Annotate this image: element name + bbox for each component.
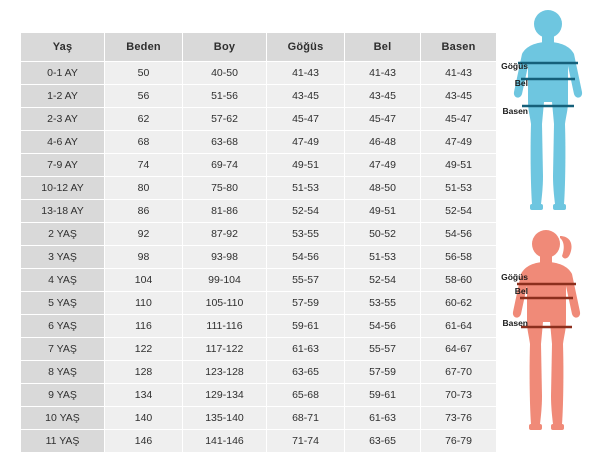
cell-bel: 48-50: [345, 177, 421, 200]
cell-beden: 56: [105, 85, 183, 108]
cell-beden: 98: [105, 246, 183, 269]
cell-boy: 123-128: [183, 361, 267, 384]
cell-basen: 76-79: [421, 430, 497, 453]
cell-boy: 57-62: [183, 108, 267, 131]
cell-gogus: 45-47: [267, 108, 345, 131]
cell-beden: 110: [105, 292, 183, 315]
cell-yas: 8 YAŞ: [21, 361, 105, 384]
cell-gogus: 52-54: [267, 200, 345, 223]
cell-gogus: 43-45: [267, 85, 345, 108]
size-table-container: [20, 32, 496, 453]
cell-beden: 116: [105, 315, 183, 338]
cell-beden: 74: [105, 154, 183, 177]
cell-bel: 46-48: [345, 131, 421, 154]
column-header-gogus: Göğüs: [267, 33, 345, 62]
cell-basen: 64-67: [421, 338, 497, 361]
column-header-yas: Yaş: [21, 33, 105, 62]
cell-gogus: 63-65: [267, 361, 345, 384]
cell-bel: 43-45: [345, 85, 421, 108]
cell-beden: 104: [105, 269, 183, 292]
cell-yas: 5 YAŞ: [21, 292, 105, 315]
cell-boy: 63-68: [183, 131, 267, 154]
cell-yas: 13-18 AY: [21, 200, 105, 223]
cell-basen: 58-60: [421, 269, 497, 292]
boy-figure-panel: [496, 6, 600, 218]
table-row: [21, 338, 497, 361]
cell-boy: 111-116: [183, 315, 267, 338]
boy-label-basen: Basen: [502, 106, 528, 116]
cell-basen: 70-73: [421, 384, 497, 407]
cell-boy: 141-146: [183, 430, 267, 453]
cell-boy: 117-122: [183, 338, 267, 361]
cell-bel: 63-65: [345, 430, 421, 453]
table-row: [21, 269, 497, 292]
cell-gogus: 47-49: [267, 131, 345, 154]
cell-gogus: 51-53: [267, 177, 345, 200]
cell-bel: 53-55: [345, 292, 421, 315]
table-row: [21, 62, 497, 85]
cell-gogus: 49-51: [267, 154, 345, 177]
cell-gogus: 55-57: [267, 269, 345, 292]
cell-bel: 41-43: [345, 62, 421, 85]
cell-yas: 10-12 AY: [21, 177, 105, 200]
girl-label-basen: Basen: [502, 318, 528, 328]
cell-boy: 135-140: [183, 407, 267, 430]
cell-bel: 55-57: [345, 338, 421, 361]
girl-figure-panel: [496, 226, 600, 438]
cell-beden: 92: [105, 223, 183, 246]
table-row: [21, 384, 497, 407]
cell-gogus: 57-59: [267, 292, 345, 315]
cell-basen: 54-56: [421, 223, 497, 246]
table-row: [21, 85, 497, 108]
column-header-basen: Basen: [421, 33, 497, 62]
cell-yas: 4 YAŞ: [21, 269, 105, 292]
table-row: [21, 430, 497, 453]
cell-gogus: 53-55: [267, 223, 345, 246]
cell-gogus: 41-43: [267, 62, 345, 85]
table-row: [21, 200, 497, 223]
table-header-row: [21, 33, 497, 62]
cell-basen: 73-76: [421, 407, 497, 430]
cell-boy: 40-50: [183, 62, 267, 85]
cell-gogus: 65-68: [267, 384, 345, 407]
cell-yas: 0-1 AY: [21, 62, 105, 85]
table-row: [21, 223, 497, 246]
cell-bel: 47-49: [345, 154, 421, 177]
size-table: [20, 32, 497, 453]
cell-yas: 6 YAŞ: [21, 315, 105, 338]
cell-boy: 87-92: [183, 223, 267, 246]
cell-basen: 41-43: [421, 62, 497, 85]
cell-gogus: 59-61: [267, 315, 345, 338]
cell-beden: 86: [105, 200, 183, 223]
cell-beden: 140: [105, 407, 183, 430]
cell-beden: 80: [105, 177, 183, 200]
cell-bel: 54-56: [345, 315, 421, 338]
cell-bel: 52-54: [345, 269, 421, 292]
column-header-boy: Boy: [183, 33, 267, 62]
table-row: [21, 315, 497, 338]
cell-bel: 51-53: [345, 246, 421, 269]
table-row: [21, 361, 497, 384]
cell-basen: 60-62: [421, 292, 497, 315]
girl-body-front-icon: [496, 226, 600, 438]
cell-yas: 3 YAŞ: [21, 246, 105, 269]
column-header-beden: Beden: [105, 33, 183, 62]
cell-yas: 7-9 AY: [21, 154, 105, 177]
cell-boy: 69-74: [183, 154, 267, 177]
cell-beden: 146: [105, 430, 183, 453]
cell-boy: 75-80: [183, 177, 267, 200]
cell-boy: 81-86: [183, 200, 267, 223]
cell-basen: 56-58: [421, 246, 497, 269]
cell-bel: 50-52: [345, 223, 421, 246]
boy-label-gogus: Göğüs: [501, 61, 528, 71]
cell-basen: 52-54: [421, 200, 497, 223]
cell-boy: 93-98: [183, 246, 267, 269]
cell-basen: 49-51: [421, 154, 497, 177]
cell-basen: 47-49: [421, 131, 497, 154]
cell-yas: 9 YAŞ: [21, 384, 105, 407]
table-row: [21, 177, 497, 200]
cell-basen: 45-47: [421, 108, 497, 131]
cell-bel: 49-51: [345, 200, 421, 223]
cell-beden: 50: [105, 62, 183, 85]
cell-beden: 128: [105, 361, 183, 384]
table-row: [21, 154, 497, 177]
cell-beden: 134: [105, 384, 183, 407]
cell-basen: 61-64: [421, 315, 497, 338]
cell-bel: 57-59: [345, 361, 421, 384]
cell-yas: 11 YAŞ: [21, 430, 105, 453]
cell-boy: 105-110: [183, 292, 267, 315]
cell-beden: 68: [105, 131, 183, 154]
cell-basen: 67-70: [421, 361, 497, 384]
cell-yas: 7 YAŞ: [21, 338, 105, 361]
cell-yas: 2 YAŞ: [21, 223, 105, 246]
cell-gogus: 71-74: [267, 430, 345, 453]
girl-label-gogus: Göğüs: [501, 272, 528, 282]
cell-bel: 59-61: [345, 384, 421, 407]
boy-label-bel: Bel: [514, 78, 528, 88]
table-row: [21, 108, 497, 131]
cell-boy: 51-56: [183, 85, 267, 108]
column-header-bel: Bel: [345, 33, 421, 62]
cell-yas: 10 YAŞ: [21, 407, 105, 430]
cell-basen: 51-53: [421, 177, 497, 200]
table-row: [21, 246, 497, 269]
cell-beden: 62: [105, 108, 183, 131]
girl-label-bel: Bel: [514, 286, 528, 296]
cell-boy: 99-104: [183, 269, 267, 292]
cell-beden: 122: [105, 338, 183, 361]
cell-basen: 43-45: [421, 85, 497, 108]
cell-bel: 45-47: [345, 108, 421, 131]
cell-bel: 61-63: [345, 407, 421, 430]
table-row: [21, 131, 497, 154]
cell-yas: 4-6 AY: [21, 131, 105, 154]
cell-yas: 2-3 AY: [21, 108, 105, 131]
table-row: [21, 292, 497, 315]
cell-gogus: 54-56: [267, 246, 345, 269]
cell-gogus: 68-71: [267, 407, 345, 430]
table-row: [21, 407, 497, 430]
cell-boy: 129-134: [183, 384, 267, 407]
cell-gogus: 61-63: [267, 338, 345, 361]
cell-yas: 1-2 AY: [21, 85, 105, 108]
